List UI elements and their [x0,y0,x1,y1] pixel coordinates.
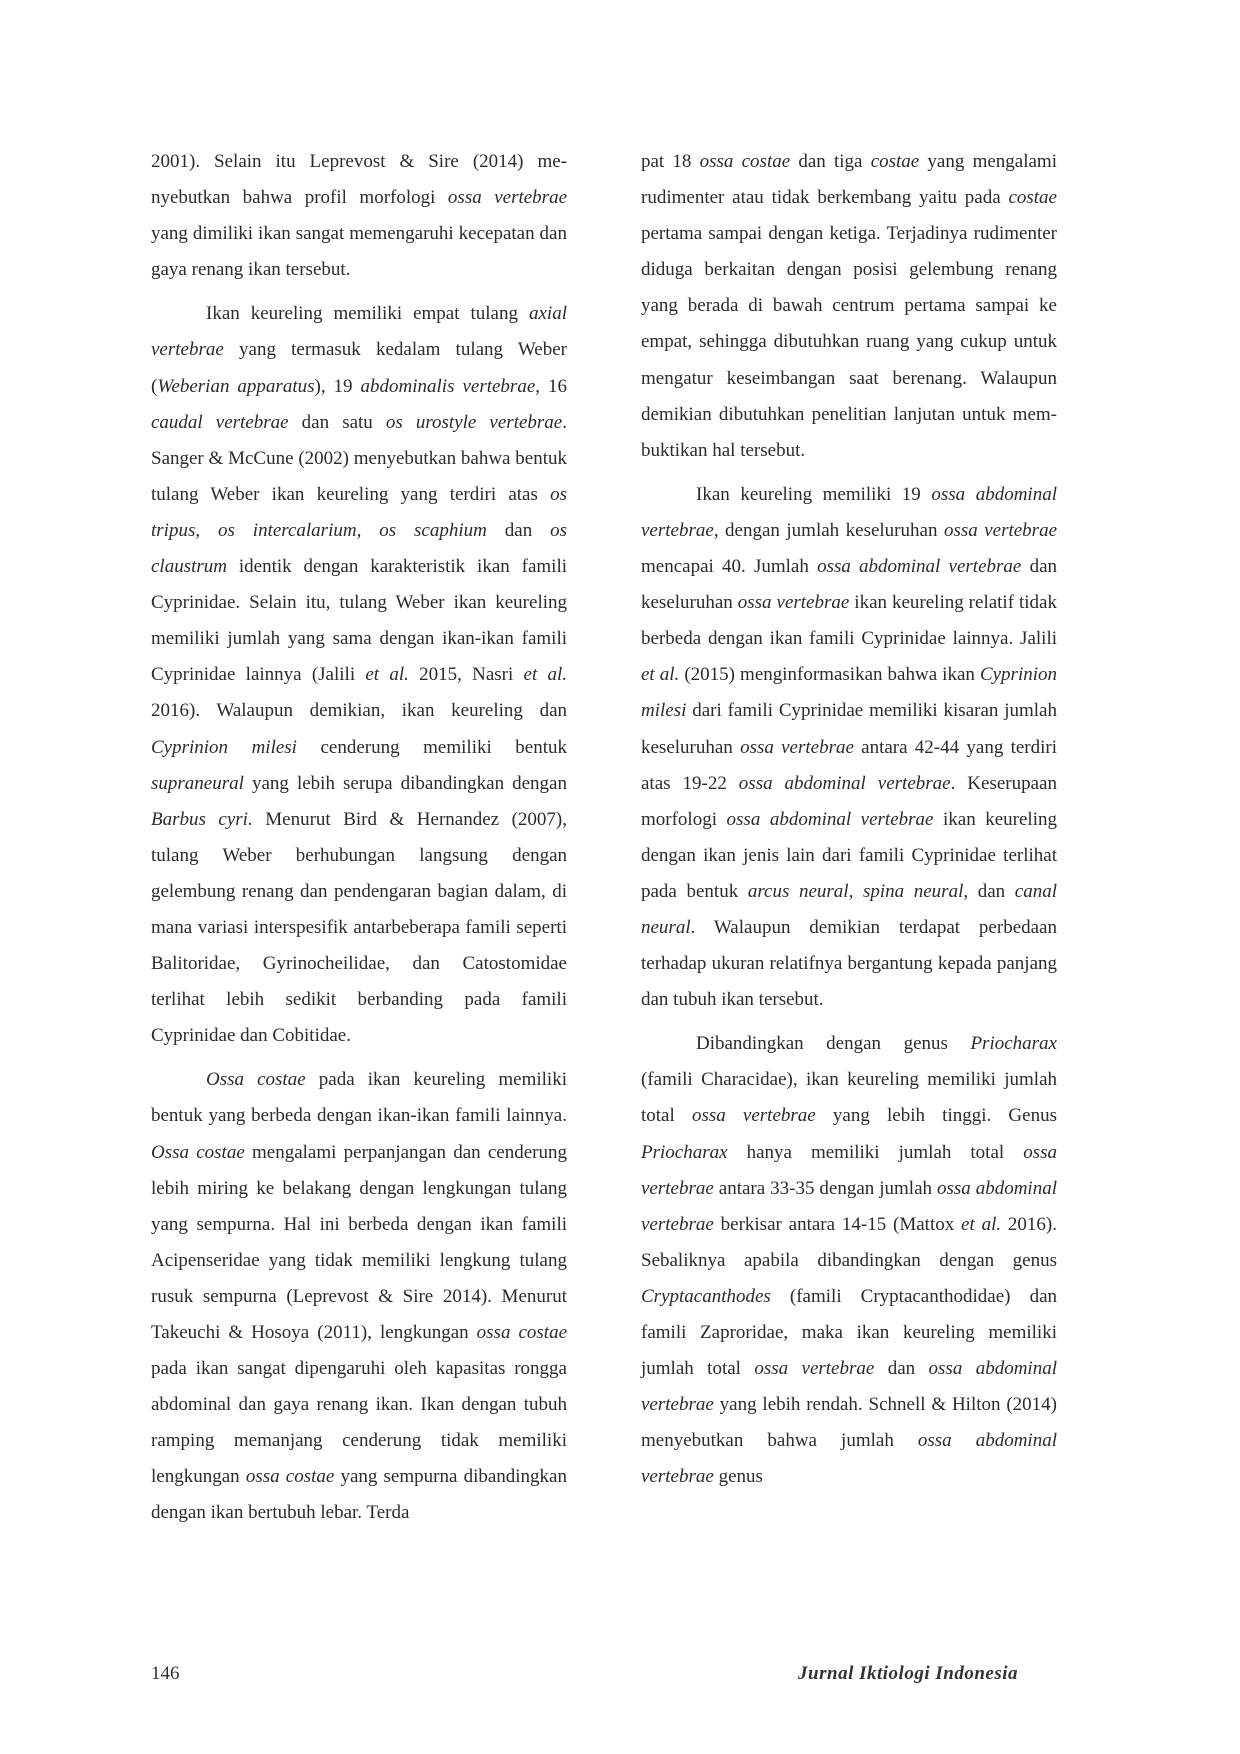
text-segment: (2015) menginformasikan bahwa ikan [679,664,980,686]
italic-term: et al. [365,664,409,686]
italic-term: os urostyle vertebrae [385,411,563,433]
text-segment: antara 33-35 dengan jumlah [713,1177,937,1199]
text-segment: mencapai 40. Jumlah [641,556,818,578]
text-segment: identik dengan karakteristik ikan famili Cyprinidae. Selain itu, tulang Weber ikan keureling memiliki jumlah yang sama dengan ikan-ikan famili Cyprinidae lainnya (Jalili [151,556,567,686]
italic-term: et al. [961,1213,1002,1235]
text-segment: ), 19 [314,375,361,397]
text-segment: dan [486,519,551,541]
italic-term: caudal vertebrae [151,411,289,433]
text-segment: 2016). Walaupun demikian, ikan keureling dan [151,700,567,722]
italic-term: ossa abdominal vertebrae [726,808,934,830]
text-segment: yang lebih tinggi. Genus [815,1105,1057,1127]
italic-term: ossa abdominal vertebrae [641,483,1057,541]
text-segment: yang lebih rendah. Schnell & Hilton (2014) menyebutkan bahwa jumlah [641,1394,1057,1452]
paragraph [151,144,567,288]
paragraph [641,144,1057,469]
text-segment: (famili Cryptacanthodidae) dan famili Zaproridae, maka ikan keureling memiliki jumlah total [641,1285,1057,1380]
italic-term: ossa abdominal vertebrae [641,1358,1057,1416]
italic-term: ossa abdominal vertebrae [641,1430,1057,1488]
text-segment: Menurut Bird & Hernandez (2007), tulang Weber berhubungan langsung dengan gelembung renang dan pendengaran bagian dalam, di mana variasi interspesifik antarbeberapa famili seperti Balitoridae, Gyrinocheilidae, dan Catostomidae terlihat lebih sedikit berbanding pada famili Cyprinidae dan Cobitidae. [151,808,567,1047]
text-segment: 2001). Selain itu Leprevost & Sire (2014) menyebutkan bahwa profil morfologi [151,151,567,209]
italic-term: Ossa costae [151,1141,245,1163]
text-segment: , [848,880,863,902]
text-segment: 2015, Nasri [408,664,524,686]
italic-term: Cyprinion milesi [641,664,1057,722]
text-segment: ikan keureling dengan ikan jenis lain dari famili Cyprinidae terlihat pada bentuk [641,808,1057,902]
text-segment: berkisar antara 14-15 (Mattox [713,1213,962,1235]
text-segment: ikan keureling relatif tidak berbeda dengan ikan famili Cyprinidae lainnya. Jalili [641,592,1057,650]
italic-term: Ossa costae [206,1069,306,1091]
text-segment: yang lebih serupa dibandingkan dengan [243,772,567,794]
text-segment: Dibandingkan dengan genus [696,1033,971,1055]
text-segment: cenderung memiliki bentuk [296,736,567,758]
italic-term: spina neural [862,880,964,902]
text-segment: . Keserupaan morfologi [641,772,1057,830]
italic-term: ossa vertebrae [943,519,1058,541]
text-segment: , 16 [535,375,567,397]
italic-term: ossa abdominal vertebrae [641,1177,1057,1235]
italic-term: ossa vertebrae [754,1358,875,1380]
italic-term: ossa abdominal vertebrae [738,772,951,794]
text-segment: pat 18 [641,151,700,172]
italic-term: costae [870,151,920,172]
text-segment: , dengan jumlah keseluruhan [713,519,944,541]
italic-term: Priocharax [641,1141,728,1163]
text-segment: pada ikan keureling memiliki bentuk yang berbeda dengan ikan-ikan famili lainnya. [151,1069,567,1127]
italic-term: arcus neural [747,880,849,902]
text-segment: yang dimiliki ikan sangat memengaruhi kecepatan dan gaya renang ikan tersebut. [151,223,567,281]
italic-term: ossa vertebrae [641,1141,1057,1199]
text-segment: mengalami perpanjangan dan cenderung lebih miring ke belakang dengan lengkungan tulang yang sempurna. Hal ini berbeda dengan ikan famili Acipenseridae yang tidak memiliki lengkung tulang rusuk sempurna (Leprevost & Sire 2014). Menurut Takeuchi & Hosoya (2011), lengkungan [151,1141,567,1343]
italic-term: Barbus cyri. [151,808,253,830]
text-segment: antara 42-44 yang terdiri atas 19-22 [641,736,1057,794]
italic-term: ossa costae [699,151,791,172]
italic-term: et al. [641,664,680,686]
italic-term: axial vertebrae [151,303,567,361]
text-segment: yang mengalami rudimenter atau tidak berkembang yaitu pada [641,151,1057,209]
italic-term: ossa vertebrae [447,187,568,209]
text-segment: yang termasuk kedalam tulang Weber ( [151,339,567,397]
italic-term: canal neural [641,880,1058,938]
italic-term: ossa abdominal vertebrae [817,556,1022,578]
italic-term: ossa vertebrae [737,592,850,614]
italic-term: Cryptacanthodes [641,1285,771,1307]
journal-name: Jurnal Iktiologi Indonesia [798,1663,1018,1684]
text-segment: dan [874,1358,929,1380]
text-segment: pada ikan sangat dipengaruhi oleh kapasitas rongga abdominal dan gaya renang ikan. Ikan dengan tubuh ramping memanjang cenderung tidak memiliki lengkungan [151,1358,567,1488]
italic-term: ossa vertebrae [691,1105,816,1127]
page-number: 146 [151,1663,180,1684]
text-segment: hanya memiliki jumlah total [727,1141,1024,1163]
text-segment: dan tiga [790,151,871,172]
text-segment: 2016). Sebaliknya apabila dibandingkan dengan genus [641,1213,1058,1271]
text-segment: dan keseluruhan [641,556,1058,614]
left-text-column [151,144,567,1532]
italic-term: costae [1008,187,1057,209]
text-segment: Ikan keureling memiliki 19 [696,483,932,505]
right-text-column [641,144,1057,1495]
italic-term: ossa vertebrae [740,736,854,758]
text-segment: , dan [963,880,1015,902]
italic-term: os tripus, os intercalarium, os scaphium [151,483,567,541]
text-segment: . Sanger & McCune (2002) menyebutkan bahwa bentuk tulang Weber ikan keureling yang terdiri atas [151,411,567,505]
text-segment: pertama sampai dengan ketiga. Terjadinya rudimenter diduga berkaitan dengan posisi gelembung renang yang berada di bawah centrum pertama sampai ke empat, sehingga dibutuhkan ruang yang cukup untuk mengatur keseimbangan saat berenang. Walaupun demikian dibutuhkan penelitian lanjutan untuk membuktikan hal tersebut. [641,223,1057,461]
italic-term: os claustrum [151,519,568,578]
italic-term: abdominalis vertebrae [360,375,536,397]
paragraph [151,1062,567,1531]
italic-term: Priocharax [970,1033,1057,1055]
text-segment: yang sempurna dibandingkan dengan ikan bertubuh lebar. Terda [151,1466,567,1524]
italic-term: et al. [523,664,568,686]
text-segment: . Walaupun demikian terdapat perbedaan terhadap ukuran relatifnya bergantung kepada panjang dan tubuh ikan tersebut. [641,916,1057,1011]
text-segment: dan satu [288,411,386,433]
paragraph [151,296,567,1054]
text-segment: dari famili Cyprinidae memiliki kisaran jumlah keseluruhan [641,700,1057,758]
paragraph [641,1026,1057,1495]
italic-term: ossa costae [245,1466,335,1488]
text-segment: genus [713,1466,763,1488]
italic-term: ossa costae [476,1322,568,1343]
text-segment: Ikan keureling memiliki empat tulang [206,303,529,325]
text-segment: (famili Characidae), ikan keureling memiliki jumlah total [641,1069,1057,1127]
italic-term: Cyprinion milesi [151,736,297,758]
italic-term: supraneural [151,772,244,794]
italic-term: Weberian apparatus [157,375,315,397]
paragraph [641,477,1057,1018]
